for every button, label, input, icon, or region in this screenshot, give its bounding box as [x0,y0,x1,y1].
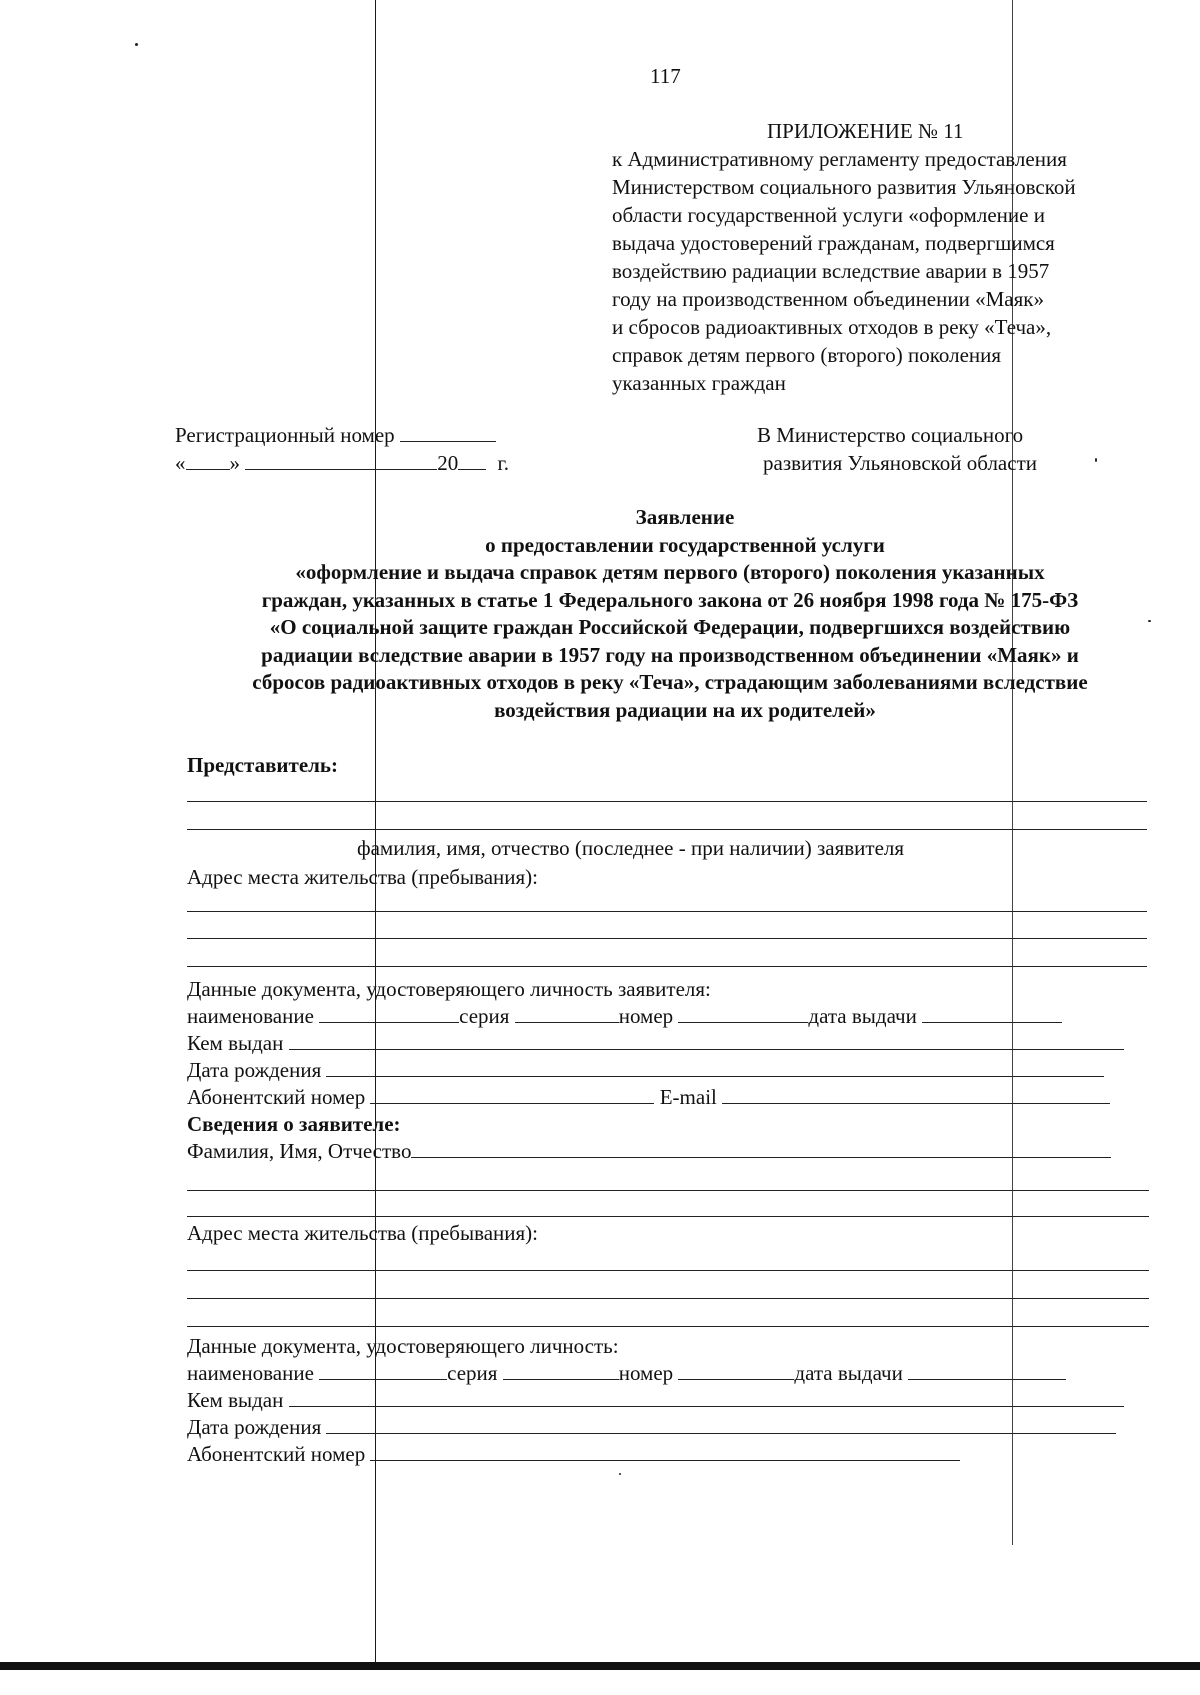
application-heading [150,504,1190,724]
applicant-fio-field[interactable] [411,1139,1111,1158]
registration-year-suffix: г. [497,451,509,475]
heading-line: радиации вследствие аварии в 1957 году на производственном объединении «Маяк» и [261,642,1079,667]
applicant-phone-row: Абонентский номер [187,1441,960,1467]
applicant-doc-number-field[interactable] [678,1361,794,1380]
registration-day-field[interactable] [186,451,230,470]
appendix-line: воздействию радиации вследствие аварии в 1957 [612,259,1050,283]
scan-speck [1095,458,1097,462]
applicant-address-line-2[interactable] [187,1298,1149,1299]
heading-line: о предоставлении государственной услуги [485,532,885,557]
appendix-line: области государственной услуги «оформление и [612,203,1045,227]
appendix-line: указанных граждан [612,371,786,395]
registration-year-field[interactable] [458,451,486,470]
representative-address-label: Адрес места жительства (пребывания): [187,865,539,889]
representative-address-line-2[interactable] [187,938,1147,939]
applicant-phone-field[interactable] [370,1442,960,1461]
applicant-birth-date-field[interactable] [326,1415,1116,1434]
applicant-address-line-3[interactable] [187,1326,1149,1327]
representative-label: Представитель: [187,753,339,777]
representative-birth-date-row: Дата рождения [187,1057,1104,1083]
representative-issued-by-field[interactable] [289,1031,1124,1050]
representative-name-line-1[interactable] [187,801,1147,802]
scan-speck [135,43,138,46]
page-number: 117 [650,64,681,88]
appendix-title: ПРИЛОЖЕНИЕ № 11 [767,119,964,143]
representative-doc-label: Данные документа, удостоверяющего личность заявителя: [187,977,711,1001]
scan-bottom-edge [0,1662,1200,1670]
registration-number-row [175,422,496,448]
applicant-doc-issue-date-field[interactable] [908,1361,1066,1380]
representative-address-line-3[interactable] [187,966,1147,967]
heading-line: «оформление и выдача справок детям первого (второго) поколения указанных [295,560,1045,584]
applicant-doc-label: Данные документа, удостоверяющего личность: [187,1334,619,1358]
representative-doc-series-field[interactable] [515,1004,619,1023]
representative-doc-issue-date-field[interactable] [922,1004,1062,1023]
appendix-line: к Административному регламенту предоставления [612,147,1067,171]
heading-line: граждан, указанных в статье 1 Федерального закона от 26 ноября 1998 года № 175-ФЗ [261,587,1079,612]
representative-name-caption: фамилия, имя, отчество (последнее - при наличии) заявителя [357,836,905,860]
representative-doc-row: наименование серия номер дата выдачи [187,1003,1062,1029]
representative-contacts-row: Абонентский номер E-mail [187,1084,1110,1110]
representative-issued-by-row: Кем выдан [187,1030,1124,1056]
representative-email-field[interactable] [722,1085,1110,1104]
applicant-doc-row: наименование серия номер дата выдачи [187,1360,1066,1386]
representative-name-line-2[interactable] [187,829,1147,830]
representative-birth-date-field[interactable] [326,1058,1104,1077]
appendix-text [612,145,1076,397]
registration-year-prefix: 20 [437,451,459,475]
applicant-fio-line-3[interactable] [187,1216,1149,1217]
applicant-fio-line-2[interactable] [187,1190,1149,1191]
heading-line: сбросов радиоактивных отходов в реку «Теча», страдающим заболеваниями вследствие [252,670,1088,694]
applicant-issued-by-row: Кем выдан [187,1387,1124,1413]
representative-phone-field[interactable] [370,1085,654,1104]
representative-address-line-1[interactable] [187,911,1147,912]
applicant-fio-row: Фамилия, Имя, Отчество [187,1138,1111,1164]
application-title: Заявление [635,505,735,529]
applicant-address-label: Адрес места жительства (пребывания): [187,1221,539,1245]
registration-month-field[interactable] [245,451,437,470]
appendix-line: выдача удостоверений гражданам, подвергшимся [612,231,1055,255]
addressee-line-1: В Министерство социального [757,423,1024,447]
registration-date-row: « » 20 г. [175,451,509,475]
appendix-line: Министерством социального развития Ульяновской [612,175,1076,199]
applicant-doc-name-field[interactable] [319,1361,447,1380]
registration-number-label: Регистрационный номер [175,423,395,447]
applicant-address-line-1[interactable] [187,1270,1149,1271]
addressee-line-2: развития Ульяновской области [763,451,1037,475]
registration-number-field[interactable] [400,423,496,442]
appendix-line: и сбросов радиоактивных отходов в реку «Теча», [612,315,1052,339]
applicant-doc-series-field[interactable] [503,1361,619,1380]
heading-line: воздействия радиации на их родителей» [494,697,876,722]
applicant-birth-date-row: Дата рождения [187,1414,1116,1440]
heading-line: «О социальной защите граждан Российской Федерации, подвергшихся воздействию [269,615,1071,639]
applicant-label: Сведения о заявителе: [187,1112,401,1136]
appendix-line: году на производственном объединении «Маяк» [612,287,1044,311]
scan-speck [619,1473,621,1475]
appendix-line: справок детям первого (второго) поколения [612,343,1002,367]
representative-doc-number-field[interactable] [678,1004,808,1023]
representative-doc-name-field[interactable] [319,1004,459,1023]
applicant-issued-by-field[interactable] [289,1388,1124,1407]
